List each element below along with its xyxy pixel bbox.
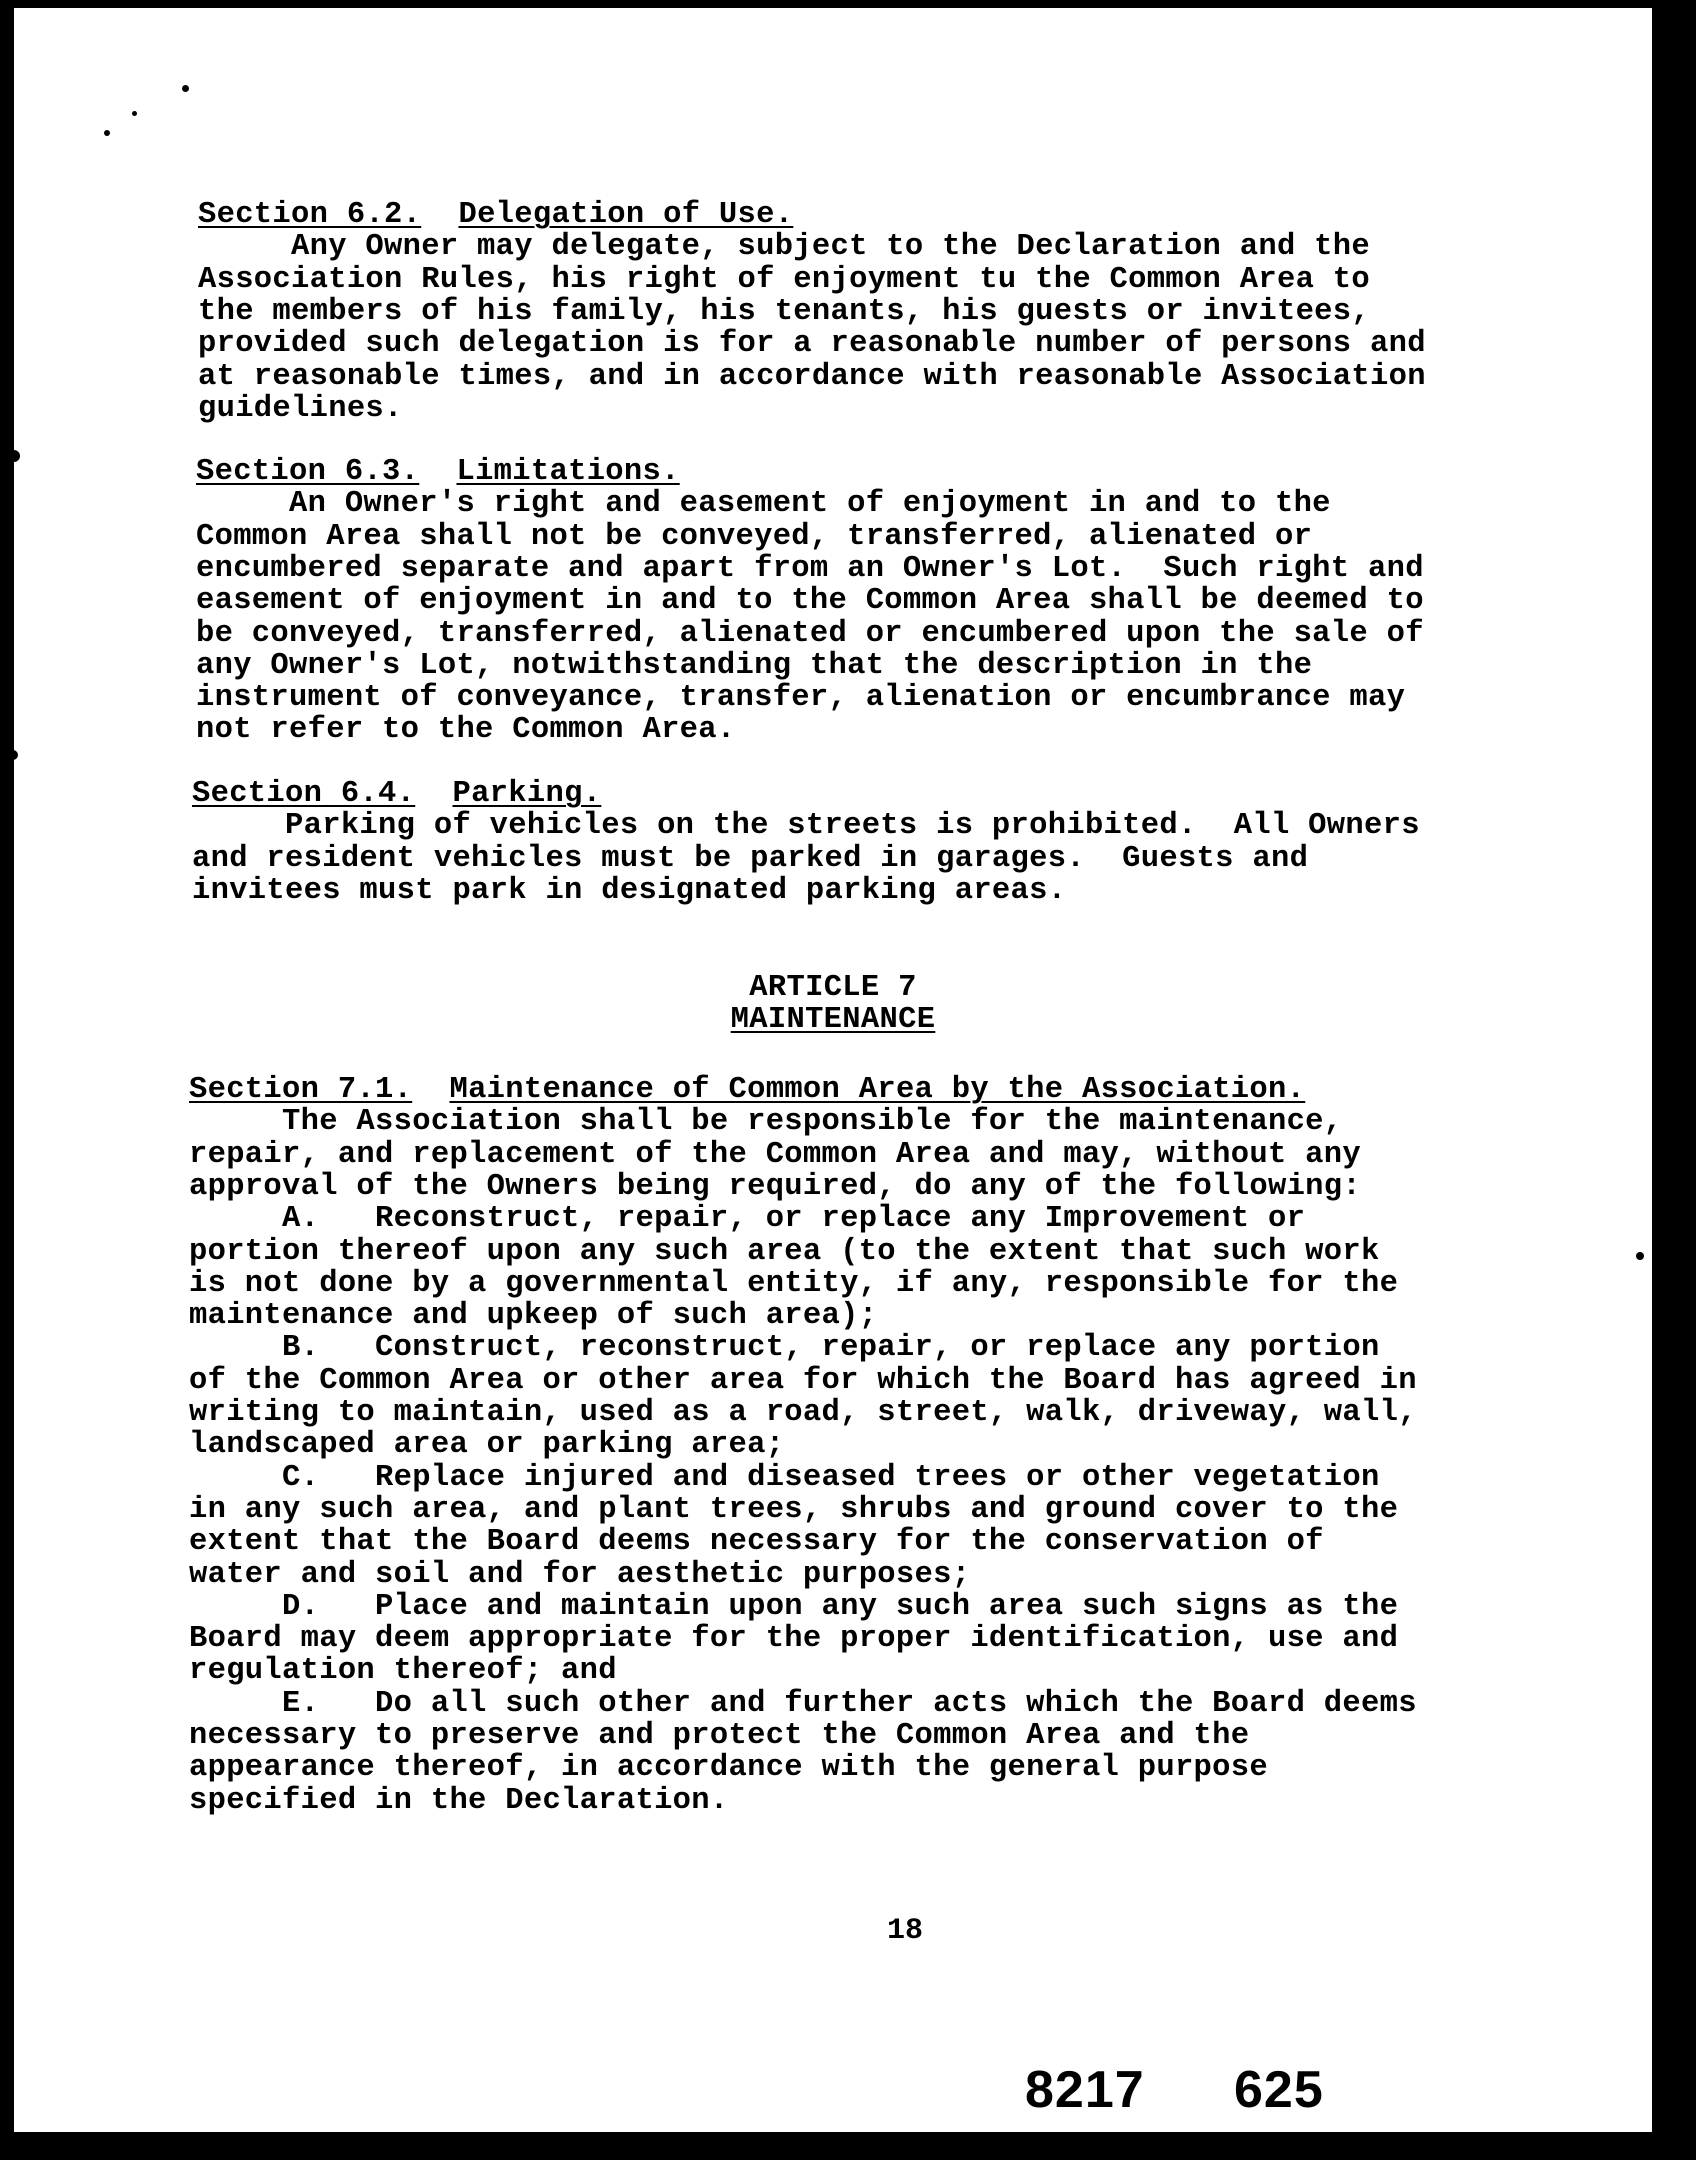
body-text-line: any Owner's Lot, notwithstanding that the description in the bbox=[196, 648, 1313, 683]
body-text-line: easement of enjoyment in and to the Common Area shall be deemed to bbox=[196, 584, 1424, 619]
body-text-line: specified in the Declaration. bbox=[189, 1783, 729, 1818]
body-text-line: approval of the Owners being required, do any of the following: bbox=[189, 1169, 1361, 1204]
body-text-line: maintenance and upkeep of such area); bbox=[189, 1299, 878, 1334]
body-text-line: Association Rules, his right of enjoyment tu the Common Area to bbox=[198, 262, 1370, 297]
article-heading: ARTICLE 7 bbox=[749, 971, 917, 1005]
body-text-line: appearance thereof, in accordance with the general purpose bbox=[189, 1751, 1268, 1786]
section-header bbox=[192, 778, 601, 810]
section-title: Maintenance of Common Area by the Association. bbox=[449, 1073, 1306, 1107]
body-text-line: extent that the Board deems necessary for the conservation of bbox=[189, 1525, 1324, 1560]
scan-speck bbox=[8, 750, 18, 760]
bates-number-right: 625 bbox=[1234, 2061, 1324, 2119]
body-text-line: Board may deem appropriate for the proper identification, use and bbox=[189, 1622, 1399, 1657]
body-text-line: invitees must park in designated parking areas. bbox=[192, 873, 1067, 908]
body-text-line: encumbered separate and apart from an Owner's Lot. Such right and bbox=[196, 551, 1424, 586]
body-text-line: regulation thereof; and bbox=[189, 1654, 617, 1689]
section-title: Limitations. bbox=[456, 455, 680, 489]
body-text-line: not refer to the Common Area. bbox=[196, 713, 736, 748]
body-text-line: B. Construct, reconstruct, repair, or replace any portion bbox=[189, 1331, 1380, 1366]
body-text-line: The Association shall be responsible for the maintenance, bbox=[189, 1105, 1343, 1140]
body-text-line: and resident vehicles must be parked in garages. Guests and bbox=[192, 841, 1309, 876]
body-text-line: in any such area, and plant trees, shrubs and ground cover to the bbox=[189, 1492, 1399, 1527]
scan-speck bbox=[132, 111, 137, 116]
body-text-line: E. Do all such other and further acts which the Board deems bbox=[189, 1686, 1417, 1721]
section-header bbox=[196, 456, 680, 488]
body-text-line: provided such delegation is for a reasonable number of persons and bbox=[198, 327, 1426, 362]
body-text-line: at reasonable times, and in accordance with reasonable Association bbox=[198, 359, 1426, 394]
body-text-line: landscaped area or parking area; bbox=[189, 1428, 785, 1463]
bates-number-left: 8217 bbox=[1025, 2061, 1145, 2119]
body-text-line: necessary to preserve and protect the Common Area and the bbox=[189, 1719, 1250, 1753]
body-text-line: An Owner's right and easement of enjoyment in and to the bbox=[196, 487, 1331, 522]
body-text-line: is not done by a governmental entity, if any, responsible for the bbox=[189, 1266, 1399, 1301]
body-text-line: repair, and replacement of the Common Area and may, without any bbox=[189, 1137, 1361, 1172]
body-text-line: D. Place and maintain upon any such area such signs as the bbox=[189, 1589, 1399, 1624]
body-text-line: portion thereof upon any such area (to the extent that such work bbox=[189, 1234, 1380, 1269]
body-text-line: C. Replace injured and diseased trees or other vegetation bbox=[189, 1460, 1380, 1495]
section-title: Delegation of Use. bbox=[458, 198, 794, 232]
document-page bbox=[14, 8, 1652, 2132]
section-number: Section 6.2. bbox=[198, 198, 422, 232]
section-number: Section 7.1. bbox=[189, 1073, 413, 1107]
scan-speck bbox=[1636, 1252, 1644, 1260]
body-text-line: the members of his family, his tenants, his guests or invitees, bbox=[198, 294, 1370, 329]
scan-speck bbox=[182, 85, 189, 92]
section-header bbox=[189, 1074, 1305, 1106]
body-text-line: Any Owner may delegate, subject to the Declaration and the bbox=[198, 230, 1370, 265]
body-text-line: be conveyed, transferred, alienated or encumbered upon the sale of bbox=[196, 616, 1424, 651]
scan-speck bbox=[104, 130, 110, 136]
body-text-line: guidelines. bbox=[198, 391, 403, 426]
scan-speck bbox=[8, 450, 20, 462]
section-title: Parking. bbox=[452, 777, 602, 811]
section-number: Section 6.3. bbox=[196, 455, 420, 489]
body-text-line: instrument of conveyance, transfer, alienation or encumbrance may bbox=[196, 681, 1406, 716]
body-text-line: water and soil and for aesthetic purposes; bbox=[189, 1557, 971, 1592]
article-title: MAINTENANCE bbox=[730, 1003, 936, 1037]
section-number: Section 6.4. bbox=[192, 777, 416, 811]
section-header bbox=[198, 199, 793, 231]
body-text-line: Parking of vehicles on the streets is prohibited. All Owners bbox=[192, 809, 1420, 844]
body-text-line: writing to maintain, used as a road, street, walk, driveway, wall, bbox=[189, 1396, 1417, 1430]
page-number: 18 bbox=[887, 1914, 924, 1948]
body-text-line: of the Common Area or other area for which the Board has agreed in bbox=[189, 1363, 1417, 1398]
body-text-line: Common Area shall not be conveyed, transferred, alienated or bbox=[196, 519, 1313, 554]
body-text-line: A. Reconstruct, repair, or replace any Improvement or bbox=[189, 1202, 1306, 1237]
